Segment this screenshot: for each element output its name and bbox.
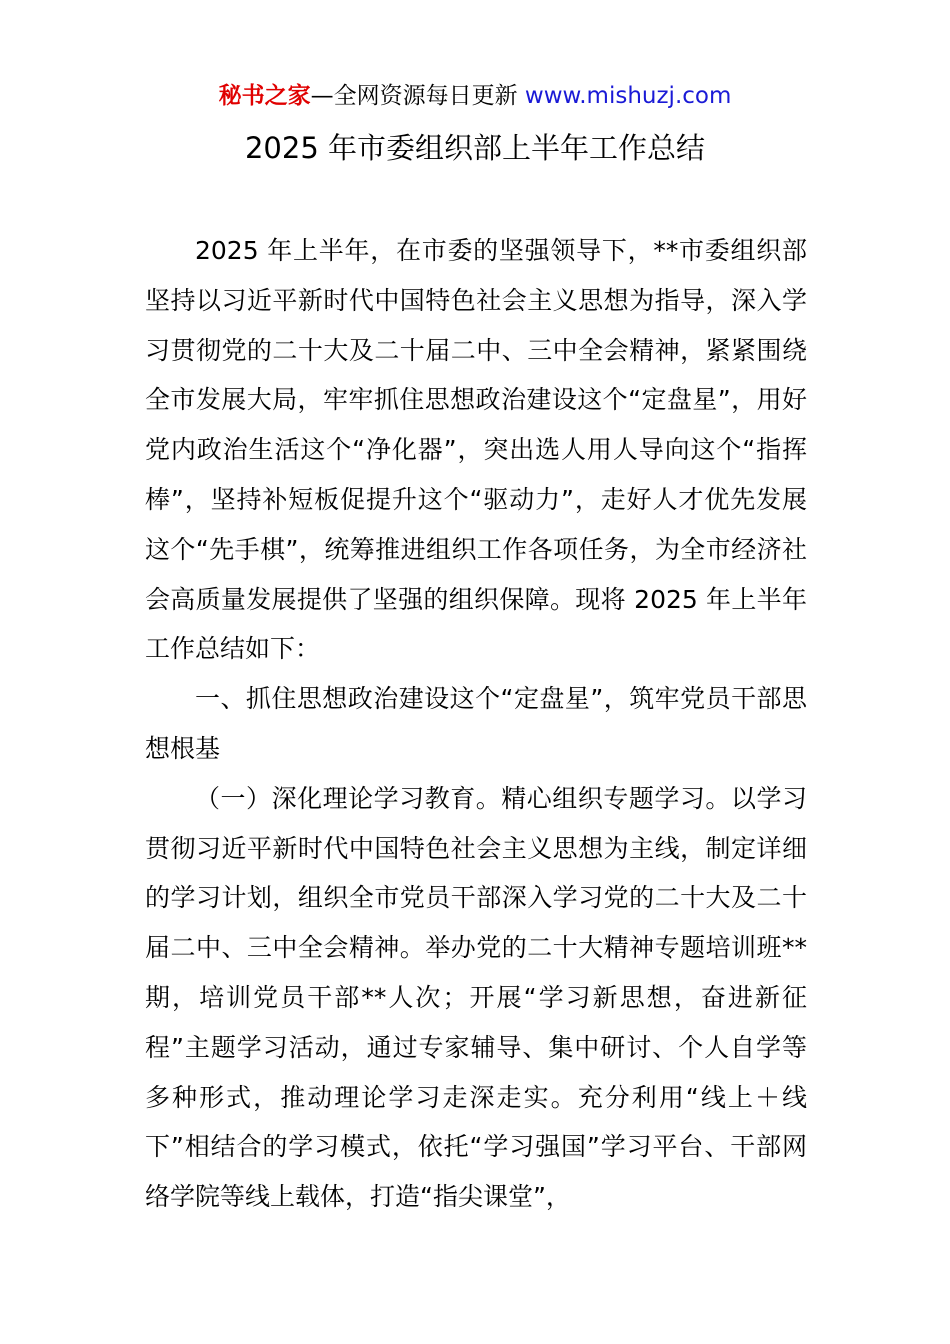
site-url-link[interactable]: www.mishuzj.com [524,83,732,109]
section-heading-1: 一、抓住思想政治建设这个“定盘星”，筑牢党员干部思想根基 [145,684,807,763]
site-header [0,80,950,112]
header-tagline: —全网资源每日更新 [310,83,525,109]
document-title: 2025 年市委组织部上半年工作总结 [244,131,706,165]
brand-name: 秘书之家 [218,83,311,109]
document-body [145,226,807,1222]
subsection-paragraph-1: （一）深化理论学习教育。精心组织专题学习。以学习贯彻习近平新时代中国特色社会主义思想为主线，制定详细的学习计划，组织全市党员干部深入学习党的二十大及二十届二中、三中全会精神。举办党的二十大精神专题培训班**期，培训党员干部**人次；开展“学习新思想，奋进新征程”主题学习活动，通过专家辅导、集中研讨、个人自学等多种形式，推动理论学习走深走实。充分利用“线上＋线下”相结合的学习模式，依托“学习强国”学习平台、干部网络学院等线上载体，打造“指尖课堂”， [145,783,807,1212]
intro-paragraph: 2025 年上半年，在市委的坚强领导下，**市委组织部坚持以习近平新时代中国特色社会主义思想为指导，深入学习贯彻党的二十大及二十届二中、三中全会精神，紧紧围绕全市发展大局，牢牢抓住思想政治建设这个“定盘星”，用好党内政治生活这个“净化器”，突出选人用人导向这个“指挥棒”，坚持补短板促提升这个“驱动力”，走好人才优先发展这个“先手棋”，统筹推进组织工作各项任务，为全市经济社会高质量发展提供了坚强的组织保障。现将 2025 年上半年工作总结如下： [145,236,807,664]
